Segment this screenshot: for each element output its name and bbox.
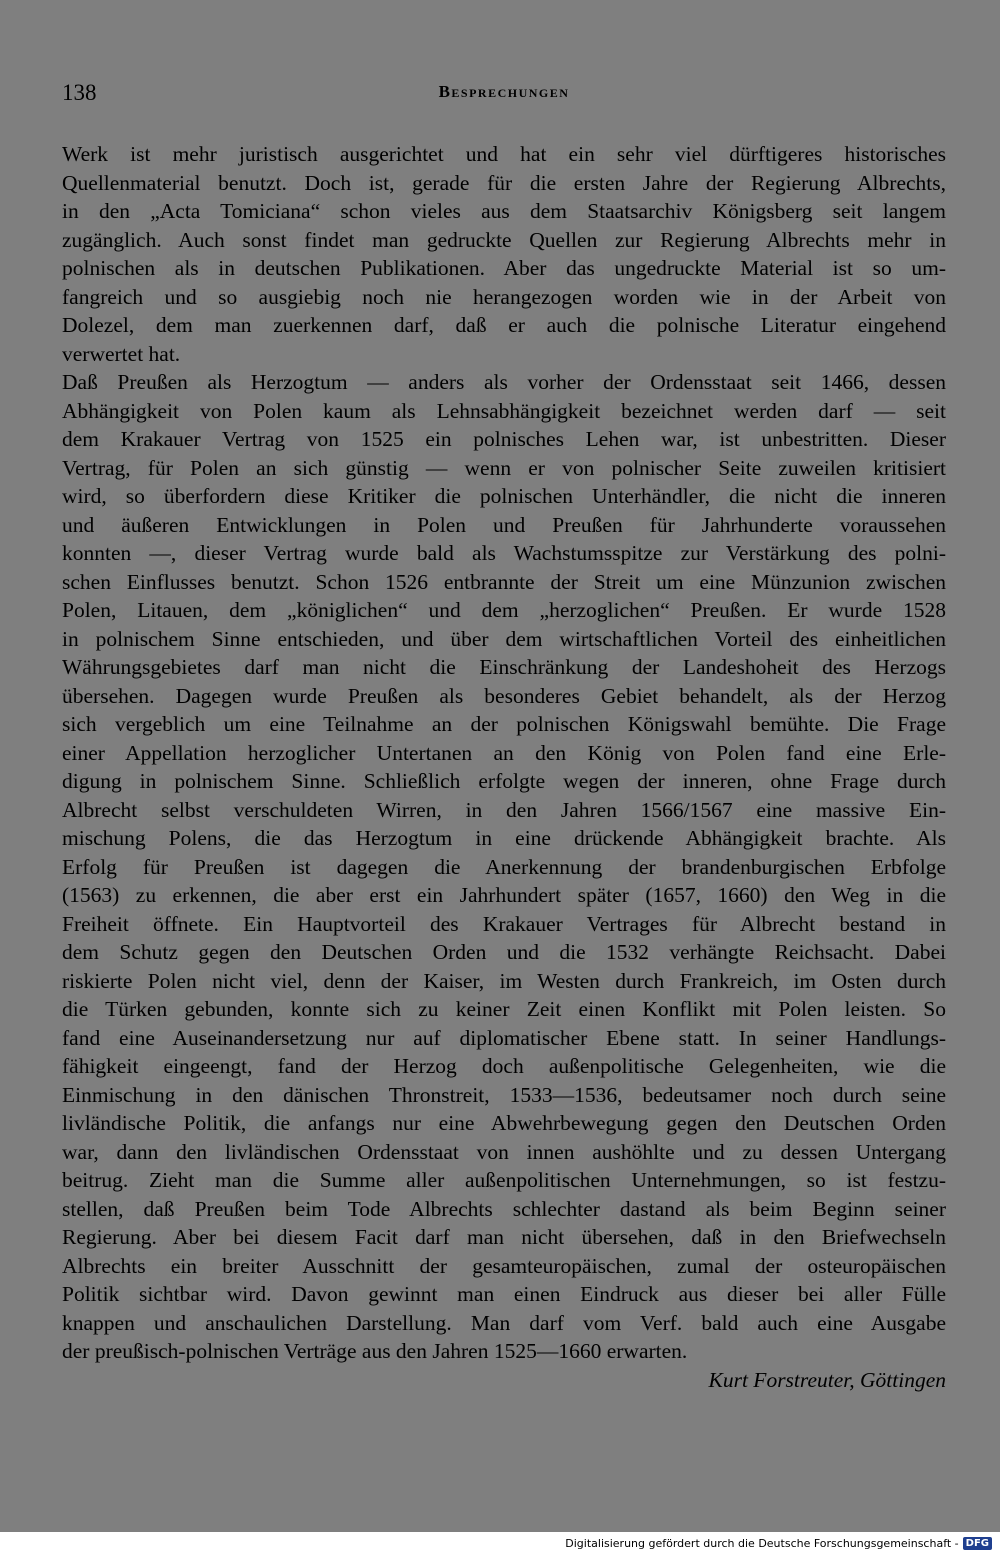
text-line: in den „Acta Tomiciana“ schon vieles aus dem Staatsarchiv Königsberg seit langem — [62, 199, 946, 223]
page-header — [62, 80, 946, 112]
text-line: konnten —, dieser Vertrag wurde bald als Wachstumsspitze zur Verstärkung des polni- — [62, 541, 946, 565]
text-line: knappen und anschaulichen Darstellung. Man darf vom Verf. bald auch eine Ausgabe — [62, 1310, 946, 1335]
text-line: schen Einflusses benutzt. Schon 1526 entbrannte der Streit um eine Münzunion zwischen — [62, 569, 946, 594]
text-line: fand eine Auseinandersetzung nur auf diplomatischer Ebene statt. In seiner Handlungs- — [62, 1025, 946, 1050]
text-line: der preußisch-polnischen Verträge aus den Jahren 1525—1660 erwarten. — [62, 1339, 688, 1363]
text-line: dem Krakauer Vertrag von 1525 ein polnisches Lehen war, ist unbestritten. Dieser — [62, 427, 946, 451]
text-line: in polnischem Sinne entschieden, und über dem wirtschaftlichen Vorteil des einheitlichen — [62, 626, 946, 651]
text-line: Erfolg für Preußen ist dagegen die Anerkennung der brandenburgischen Erbfolge — [62, 854, 946, 879]
page-number: 138 — [62, 80, 97, 105]
text-line: Abhängigkeit von Polen kaum als Lehnsabhängigkeit bezeichnet werden darf — seit — [62, 398, 946, 423]
text-line: Vertrag, für Polen an sich günstig — wenn er von polnischer Seite zuweilen kritisiert — [62, 455, 946, 480]
text-line: übersehen. Dagegen wurde Preußen als besonderes Gebiet behandelt, als der Herzog — [62, 683, 946, 708]
text-line: Regierung. Aber bei diesem Facit darf man nicht übersehen, daß in den Briefwechseln — [62, 1225, 946, 1249]
footer-credit: Digitalisierung gefördert durch die Deutsche Forschungsgemeinschaft - — [565, 1536, 959, 1550]
text-line: fangreich und so ausgiebig noch nie herangezogen worden wie in der Arbeit von — [62, 284, 946, 309]
text-line: einer Appellation herzoglicher Untertanen an den König von Polen fand eine Erle- — [62, 740, 946, 765]
text-line: beitrug. Zieht man die Summe aller außenpolitischen Unternehmungen, so ist festzu- — [62, 1168, 946, 1192]
text-line: riskierte Polen nicht viel, denn der Kaiser, im Westen durch Frankreich, im Osten durch — [62, 968, 946, 993]
text-line: Freiheit öffnete. Ein Hauptvorteil des Krakauer Vertrages für Albrecht bestand in — [62, 911, 946, 936]
running-head: Besprechungen — [438, 82, 570, 101]
text-line: Albrecht selbst verschuldeten Wirren, in den Jahren 1566/1567 eine massive Ein- — [62, 797, 946, 822]
text-line: Politik sichtbar wird. Davon gewinnt man einen Eindruck aus dieser bei aller Fülle — [62, 1282, 946, 1306]
review-text — [62, 140, 946, 1394]
text-line: stellen, daß Preußen beim Tode Albrechts schlechter dastand als beim Beginn seiner — [62, 1196, 946, 1221]
text-line: digung in polnischem Sinne. Schließlich erfolgte wegen der inneren, ohne Frage durch — [62, 769, 946, 793]
text-line: Albrechts ein breiter Ausschnitt der gesamteuropäischen, zumal der osteuropäischen — [62, 1253, 946, 1278]
text-line: (1563) zu erkennen, die aber erst ein Jahrhundert später (1657, 1660) den Weg in die — [62, 883, 946, 907]
text-line: Daß Preußen als Herzogtum — anders als vorher der Ordensstaat seit 1466, dessen — [62, 370, 946, 394]
text-line: Währungsgebietes darf man nicht die Einschränkung der Landeshoheit des Herzogs — [62, 655, 946, 679]
text-line: die Türken gebunden, konnte sich zu keiner Zeit einen Konflikt mit Polen leisten. So — [62, 997, 946, 1021]
text-line: wird, so überfordern diese Kritiker die polnischen Unterhändler, die nicht die inneren — [62, 484, 946, 508]
text-line: Werk ist mehr juristisch ausgerichtet und hat ein sehr viel dürftigeres historisches — [62, 142, 946, 166]
text-line: war, dann den livländischen Ordensstaat von innen aushöhlte und zu dessen Untergang — [62, 1139, 946, 1164]
text-line: und äußeren Entwicklungen in Polen und Preußen für Jahrhunderte voraussehen — [62, 512, 946, 537]
reviewer-signature: Kurt Forstreuter, Göttingen — [708, 1367, 946, 1392]
dfg-logo: DFG — [963, 1537, 992, 1550]
text-line: verwertet hat. — [62, 341, 181, 366]
text-line: livländische Politik, die anfangs nur eine Abwehrbewegung gegen den Deutschen Orden — [62, 1111, 946, 1135]
text-line: mischung Polens, die das Herzogtum in eine drückende Abhängigkeit brachte. Als — [62, 826, 946, 850]
text-line: fähigkeit eingeengt, fand der Herzog doch außenpolitische Gelegenheiten, wie die — [62, 1054, 946, 1078]
digitization-footer — [0, 1532, 1000, 1554]
text-line: Polen, Litauen, dem „königlichen“ und dem „herzoglichen“ Preußen. Er wurde 1528 — [62, 598, 946, 622]
text-line: zugänglich. Auch sonst findet man gedruckte Quellen zur Regierung Albrechts mehr in — [62, 227, 946, 252]
text-line: polnischen als in deutschen Publikationen. Aber das ungedruckte Material ist so um- — [62, 256, 946, 280]
text-line: Einmischung in den dänischen Thronstreit, 1533—1536, bedeutsamer noch durch seine — [62, 1082, 946, 1107]
text-line: Quellenmaterial benutzt. Doch ist, gerade für die ersten Jahre der Regierung Albrechts, — [62, 170, 946, 195]
text-line: sich vergeblich um eine Teilnahme an der polnischen Königswahl bemühte. Die Frage — [62, 712, 946, 736]
text-line: dem Schutz gegen den Deutschen Orden und die 1532 verhängte Reichsacht. Dabei — [62, 940, 946, 964]
text-line: Dolezel, dem man zuerkennen darf, daß er auch die polnische Literatur eingehend — [62, 313, 946, 337]
